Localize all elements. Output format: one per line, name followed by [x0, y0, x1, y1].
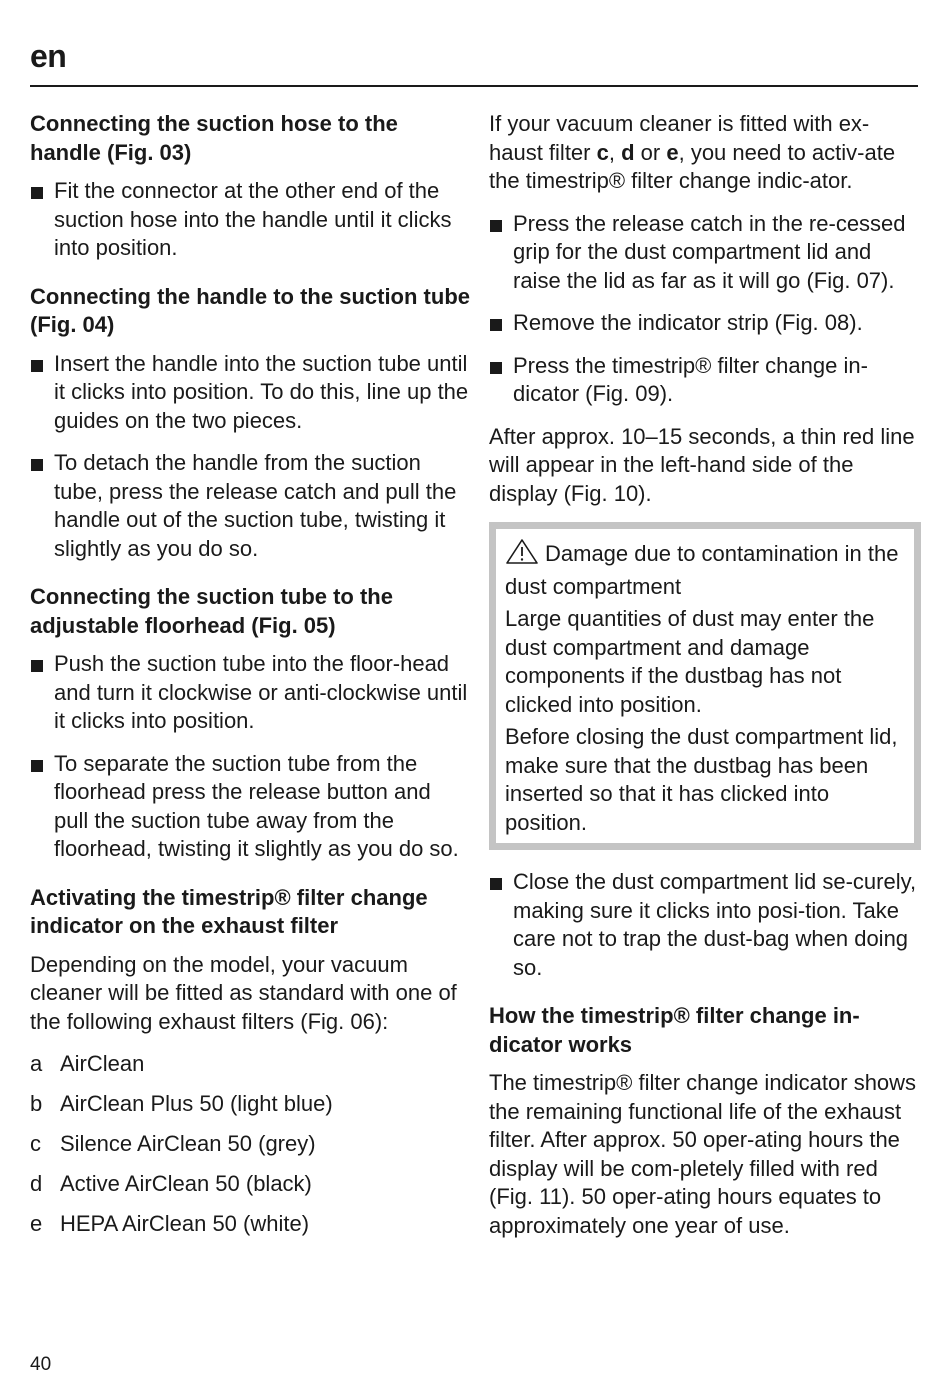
bullet-text: Insert the handle into the suction tube until it clicks into position. To do this, line up the guides on the two pieces. [54, 350, 469, 433]
filter-list-item [30, 1130, 470, 1159]
bullet-text: Close the dust compartment lid se-curely, making sure it clicks into posi-tion. Take care not to trap the dust-bag when doing so. [513, 869, 917, 980]
warning-triangle-icon [505, 538, 539, 573]
exhaust-filter-intro [489, 110, 921, 196]
bullet-square-icon [490, 878, 502, 890]
bullet-square-icon [31, 760, 43, 772]
bullet-square-icon [31, 360, 43, 372]
filters-intro: Depending on the model, your vacuum cleaner will be fitted as standard with one of the following exhaust filters (Fig. 06): [30, 951, 457, 1034]
list-key: b [30, 1091, 43, 1116]
bullet-square-icon [490, 220, 502, 232]
warning-box [489, 522, 921, 850]
intro-key-d: d [621, 139, 635, 165]
list-text: AirClean [60, 1051, 145, 1076]
bullet-item [30, 650, 470, 736]
bullet-square-icon [490, 319, 502, 331]
filter-list-item [30, 1050, 470, 1079]
bullet-text: To detach the handle from the suction tube, press the release catch and pull the handle out of the suction tube, twisting it slightly as you do so. [54, 450, 457, 561]
bullet-item [489, 352, 921, 409]
warning-title-row [505, 538, 904, 601]
intro-text: , [608, 139, 622, 165]
filter-list-item [30, 1170, 470, 1199]
intro-text: or [634, 139, 667, 165]
list-text: AirClean Plus 50 (light blue) [60, 1091, 333, 1116]
list-key: e [30, 1211, 43, 1236]
bullet-square-icon [31, 459, 43, 471]
intro-key-c: c [596, 139, 609, 165]
bullet-text: Remove the indicator strip (Fig. 08). [513, 310, 863, 335]
bullet-text: Press the release catch in the re-cessed grip for the dust compartment lid and raise the lid as far as it will go (Fig. 07). [513, 210, 906, 293]
section-heading-timestrip: Activating the timestrip® filter change indicator on the exhaust filter [30, 884, 428, 938]
list-text: Silence AirClean 50 (grey) [60, 1131, 316, 1156]
intro-key-e: e [666, 139, 679, 165]
list-key: d [30, 1171, 43, 1196]
bullet-square-icon [490, 362, 502, 374]
bullet-item [30, 750, 470, 864]
list-key: a [30, 1051, 43, 1076]
bullet-square-icon [31, 187, 43, 199]
warning-title: Damage due to contamination in the dust compartment [505, 541, 899, 599]
language-code: en [30, 38, 67, 74]
right-column [489, 110, 921, 1254]
list-text: HEPA AirClean 50 (white) [60, 1211, 310, 1236]
list-text: Active AirClean 50 (black) [60, 1171, 312, 1196]
warning-paragraph: Before closing the dust compartment lid, make sure that the dustbag has been inserted so that it has clicked into position. [505, 724, 898, 835]
list-key: c [30, 1131, 41, 1156]
bullet-text: Press the timestrip® filter change in-dicator (Fig. 09). [513, 352, 868, 406]
left-column [30, 110, 470, 1250]
intro-text: , you need to activ-ate the timestrip® filter change indic-ator. [489, 139, 896, 193]
section-heading-suction-hose: Connecting the suction hose to the handle (Fig. 03) [30, 111, 398, 165]
page-number: 40 [30, 1354, 52, 1375]
filter-list-item [30, 1090, 470, 1119]
bullet-text: Fit the connector at the other end of the suction hose into the handle until it clicks into position. [54, 178, 452, 260]
how-it-works-text: The timestrip® filter change indicator shows the remaining functional life of the exhaust filter. After approx. 50 oper-ating hours the display will be com-pletely filled with red (Fig. 11). 50 oper-ating hours equates to approximately one year of use. [489, 1070, 917, 1238]
bullet-item [489, 309, 921, 338]
bullet-item [489, 868, 921, 982]
header-rule [30, 85, 918, 87]
section-heading-how-it-works: How the timestrip® filter change in-dicator works [489, 1003, 860, 1057]
bullet-item [30, 350, 470, 436]
filter-list-item [30, 1210, 470, 1239]
bullet-item [489, 210, 921, 296]
bullet-text: Push the suction tube into the floor-head and turn it clockwise or anti-clockwise until it clicks into position. [54, 651, 468, 733]
warning-paragraph: Large quantities of dust may enter the dust compartment and damage components if the dustbag has not clicked into position. [505, 606, 875, 717]
section-heading-floorhead: Connecting the suction tube to the adjustable floorhead (Fig. 05) [30, 584, 393, 638]
section-heading-handle: Connecting the handle to the suction tube (Fig. 04) [30, 283, 470, 337]
after-activation-text: After approx. 10–15 seconds, a thin red line will appear in the left-hand side of the display (Fig. 10). [489, 423, 915, 506]
bullet-text: To separate the suction tube from the floorhead press the release button and pull the suction tube away from the floorhead, twisting it slightly as you do so. [54, 750, 459, 861]
bullet-square-icon [31, 660, 43, 672]
bullet-item [30, 449, 470, 563]
bullet-item [30, 177, 470, 263]
intro-text: If your vacuum cleaner is fitted with ex-haust filter [489, 111, 870, 165]
